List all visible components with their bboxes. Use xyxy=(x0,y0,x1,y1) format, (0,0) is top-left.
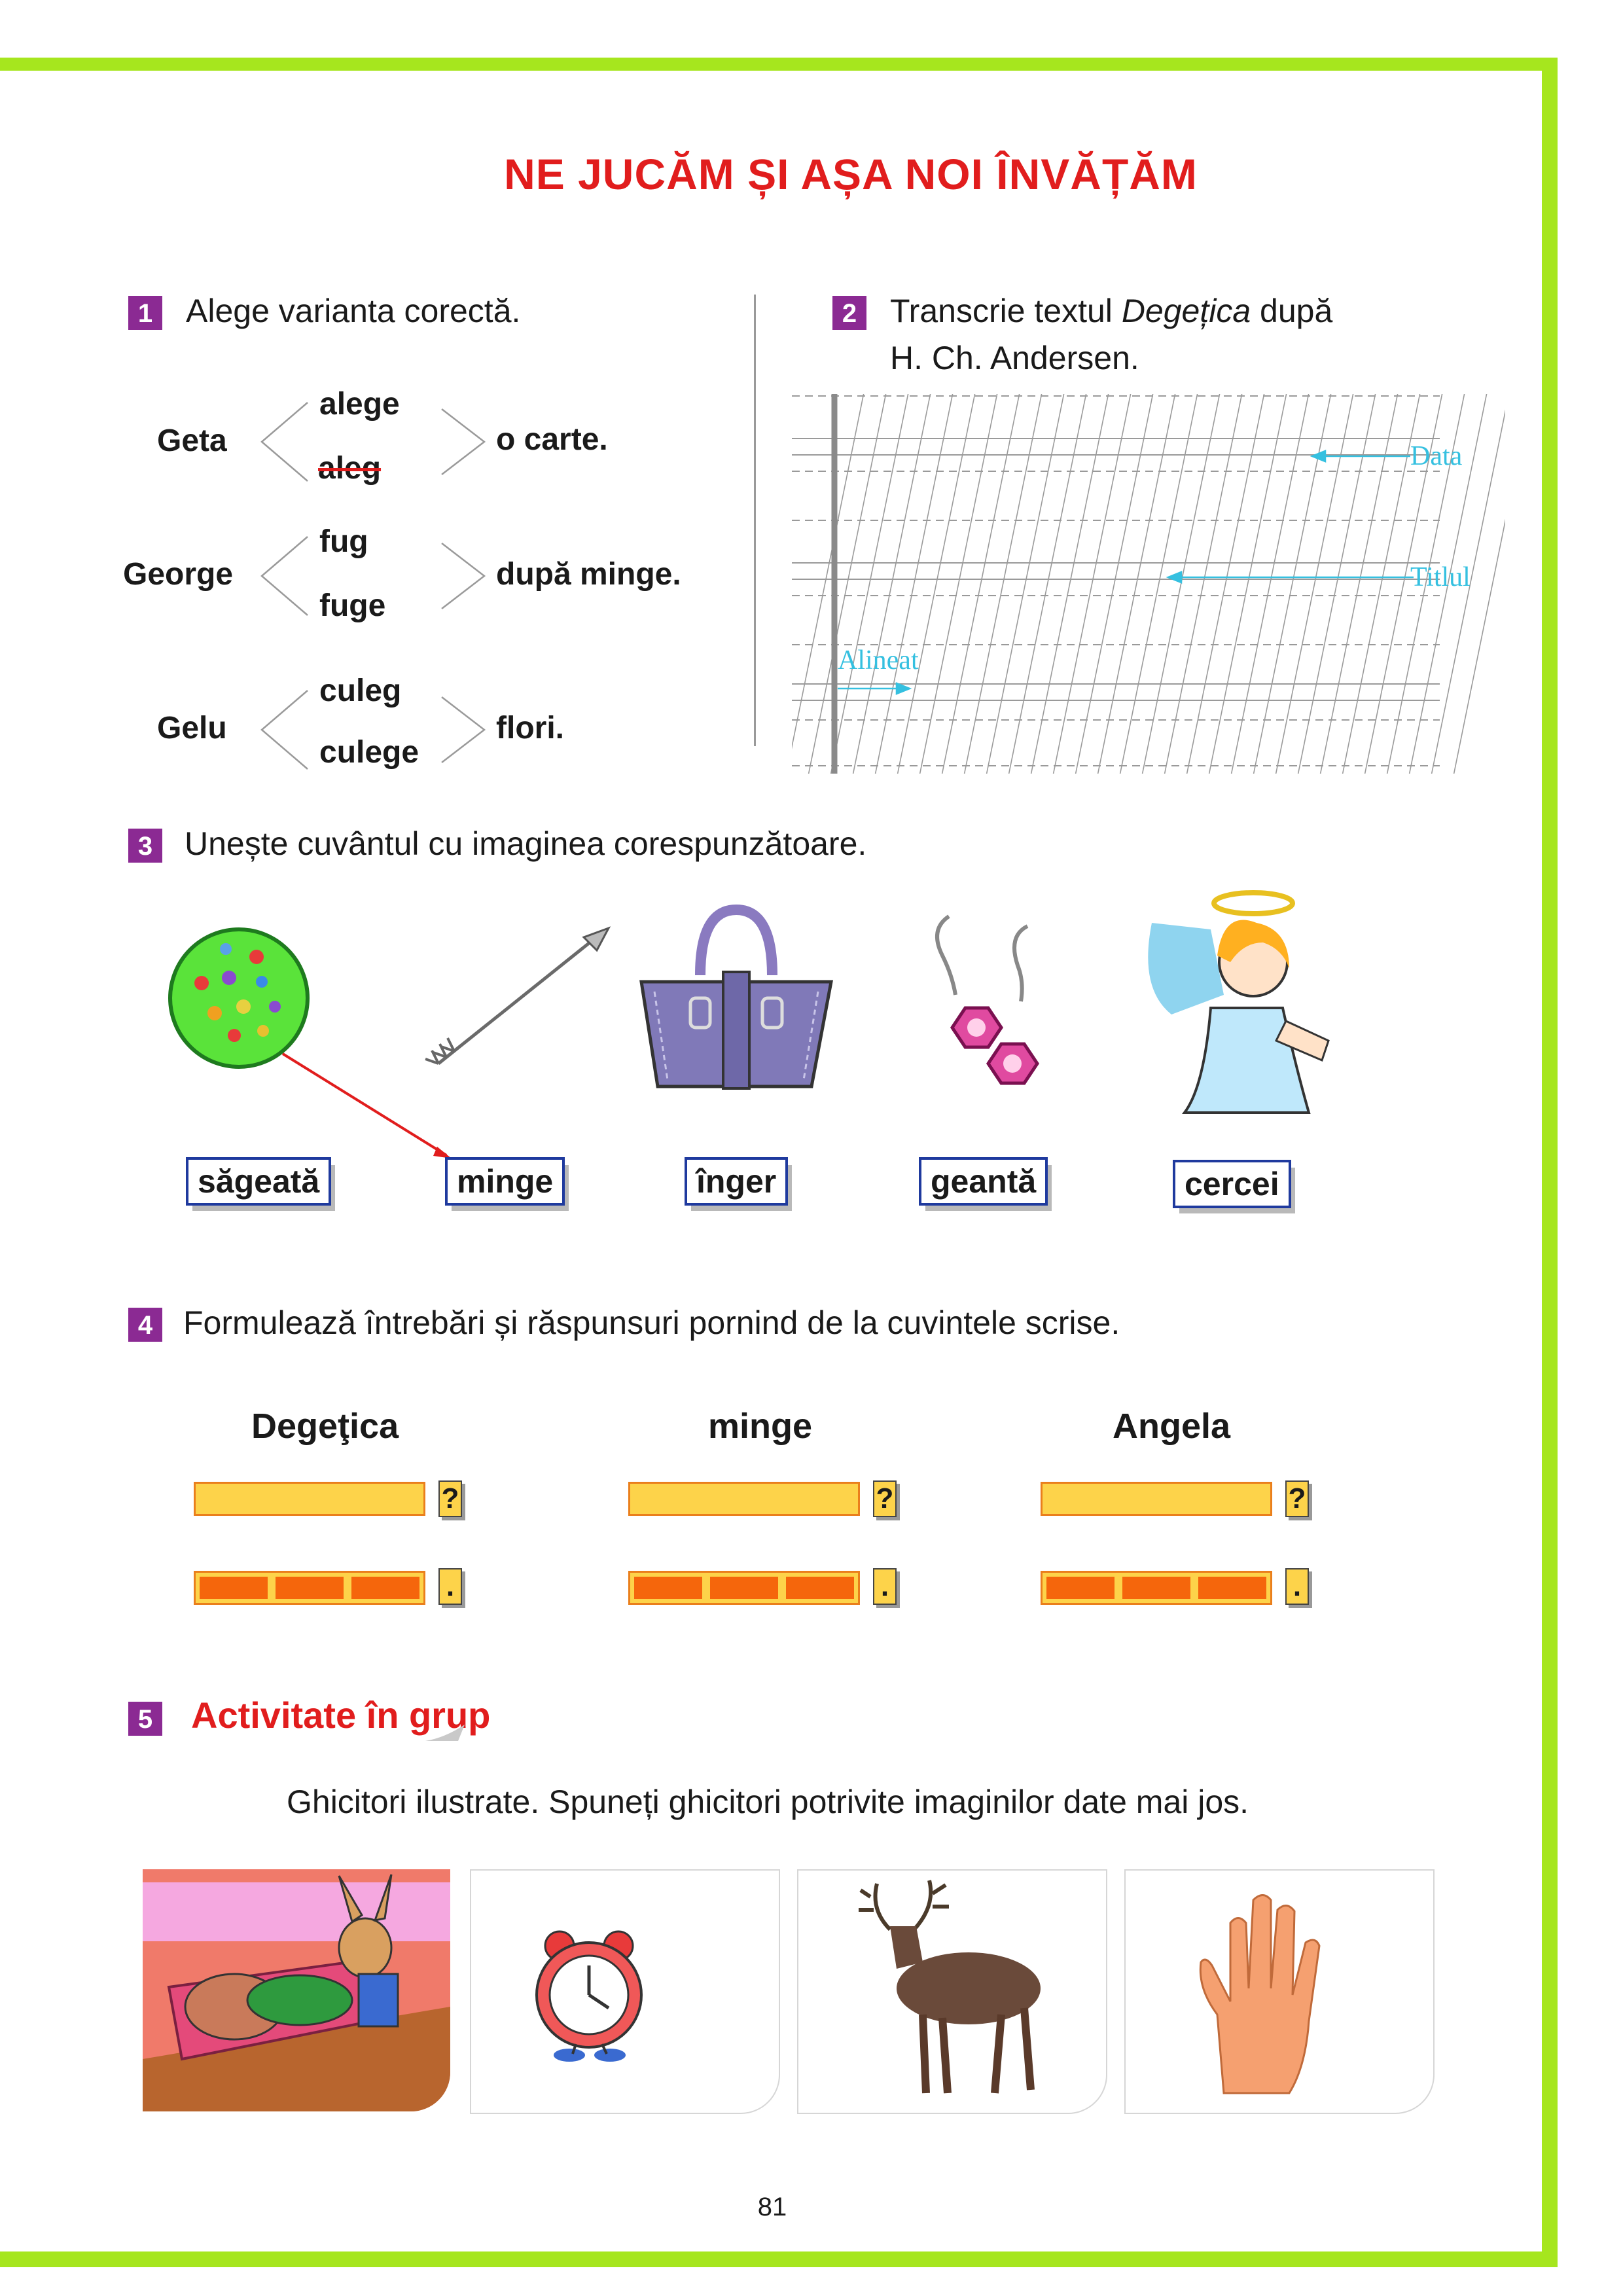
slant-guide-line xyxy=(919,393,997,779)
alarm-clock-image[interactable] xyxy=(470,1869,780,2114)
slant-guide-line xyxy=(1097,393,1175,779)
ex2-instruction-title: Degețica xyxy=(1121,293,1251,329)
slant-guide-line xyxy=(1008,393,1086,779)
example-connector-line xyxy=(275,1047,458,1165)
ex1-subject-geta: Geta xyxy=(157,423,227,458)
page-number: 81 xyxy=(757,2193,787,2221)
bag-image[interactable] xyxy=(628,897,844,1100)
ex1-option-alege[interactable]: alege xyxy=(319,387,400,422)
slant-guide-line xyxy=(1164,393,1242,779)
word-box-geanta[interactable]: geantă xyxy=(919,1157,1048,1206)
ex2-instruction-pre: Transcrie textul xyxy=(890,293,1122,329)
slant-guide-line xyxy=(1230,393,1309,779)
slant-guide-line xyxy=(1075,393,1153,779)
ex4-word-angela: Angela xyxy=(1113,1407,1231,1446)
slant-guide-line xyxy=(1275,393,1353,779)
slant-guide-line xyxy=(1297,393,1376,779)
ex1-option-fuge[interactable]: fuge xyxy=(319,588,386,623)
ex1-ending-geta: o carte. xyxy=(496,422,608,457)
word-box-cercei[interactable]: cercei xyxy=(1173,1160,1291,1208)
slant-guide-line xyxy=(785,393,864,779)
period-mark: . xyxy=(1285,1568,1309,1605)
handwriting-grid[interactable] xyxy=(785,386,1505,792)
slant-guide-line xyxy=(1141,393,1220,779)
question-input-bar[interactable] xyxy=(628,1482,860,1516)
question-mark: ? xyxy=(1285,1480,1309,1517)
hand-image[interactable] xyxy=(1124,1869,1435,2114)
sleeping-bear-rabbit-image[interactable] xyxy=(143,1869,450,2111)
slant-guide-line xyxy=(986,393,1064,779)
grid-label-title: Titlul xyxy=(1410,562,1471,592)
question-input-bar[interactable] xyxy=(1041,1482,1272,1516)
grid-label-indent: Alineat xyxy=(838,645,919,675)
slant-guide-line xyxy=(1319,393,1398,779)
slant-guide-line xyxy=(963,393,1042,779)
slant-guide-line xyxy=(1186,393,1264,779)
slant-guide-line xyxy=(1052,393,1131,779)
angel-image[interactable] xyxy=(1113,870,1361,1145)
page-frame-bottom xyxy=(0,2251,1558,2267)
slant-guide-line xyxy=(874,393,953,779)
slant-guide-line xyxy=(808,393,886,779)
answer-input-bar[interactable] xyxy=(194,1571,425,1605)
deer-image[interactable] xyxy=(797,1869,1107,2114)
exercise-2-instruction xyxy=(890,292,1332,330)
ex1-ending-gelu: flori. xyxy=(496,711,564,745)
group-activity-label: Activitate în grup xyxy=(191,1695,491,1736)
slant-guide-line xyxy=(1342,393,1420,779)
ex1-subject-gelu: Gelu xyxy=(157,711,227,745)
ex2-instruction-post: după xyxy=(1251,293,1333,329)
slant-guide-line xyxy=(897,393,975,779)
exercise-5-instruction: Ghicitori ilustrate. Spuneți ghicitori potrivite imaginilor date mai jos. xyxy=(287,1784,1249,1820)
ex1-ending-george: după minge. xyxy=(496,557,681,592)
word-box-minge[interactable]: minge xyxy=(445,1157,565,1206)
slant-guide-line xyxy=(1030,393,1109,779)
page-title: NE JUCĂM ȘI AȘA NOI ÎNVĂȚĂM xyxy=(504,150,1198,198)
ex4-word-degetica: Degeţica xyxy=(251,1407,399,1446)
ex1-subject-george: George xyxy=(123,557,234,592)
answer-input-bar[interactable] xyxy=(628,1571,860,1605)
word-box-sageata[interactable]: săgeată xyxy=(186,1157,331,1206)
exercise-number-badge: 5 xyxy=(128,1702,162,1736)
ex1-option-aleg-crossed[interactable]: aleg xyxy=(318,451,382,486)
ex4-word-minge: minge xyxy=(708,1407,813,1446)
exercise-number-badge: 2 xyxy=(832,296,866,330)
question-mark: ? xyxy=(438,1480,462,1517)
exercise-1-instruction: Alege varianta corectă. xyxy=(186,293,521,329)
page-frame-right xyxy=(1542,58,1558,2267)
exercise-3-instruction: Unește cuvântul cu imaginea corespunzătoare. xyxy=(185,825,867,862)
question-input-bar[interactable] xyxy=(194,1482,425,1516)
slant-guide-line xyxy=(1119,393,1198,779)
ex1-option-culeg[interactable]: culeg xyxy=(319,673,402,708)
earrings-image[interactable] xyxy=(916,903,1086,1113)
column-divider xyxy=(754,295,756,746)
ex1-option-culege[interactable]: culege xyxy=(319,735,419,770)
exercise-4-instruction: Formulează întrebări și răspunsuri pornind de la cuvintele scrise. xyxy=(183,1304,1120,1341)
exercise-number-badge: 4 xyxy=(128,1308,162,1342)
slant-guide-line xyxy=(852,393,931,779)
slant-guide-line xyxy=(941,393,1020,779)
slant-guide-line xyxy=(1208,393,1287,779)
slant-guide-line xyxy=(1253,393,1331,779)
grid-label-date: Data xyxy=(1410,441,1463,471)
swoosh-decoration xyxy=(419,1721,471,1748)
slant-guide-line xyxy=(830,393,908,779)
exercise-number-badge: 3 xyxy=(128,829,162,863)
exercise-2-instruction-line2: H. Ch. Andersen. xyxy=(890,340,1139,376)
exercise-number-badge: 1 xyxy=(128,296,162,330)
ex1-option-fug[interactable]: fug xyxy=(319,524,368,559)
period-mark: . xyxy=(438,1568,462,1605)
answer-input-bar[interactable] xyxy=(1041,1571,1272,1605)
period-mark: . xyxy=(873,1568,897,1605)
question-mark: ? xyxy=(873,1480,897,1517)
word-box-inger[interactable]: înger xyxy=(685,1157,788,1206)
